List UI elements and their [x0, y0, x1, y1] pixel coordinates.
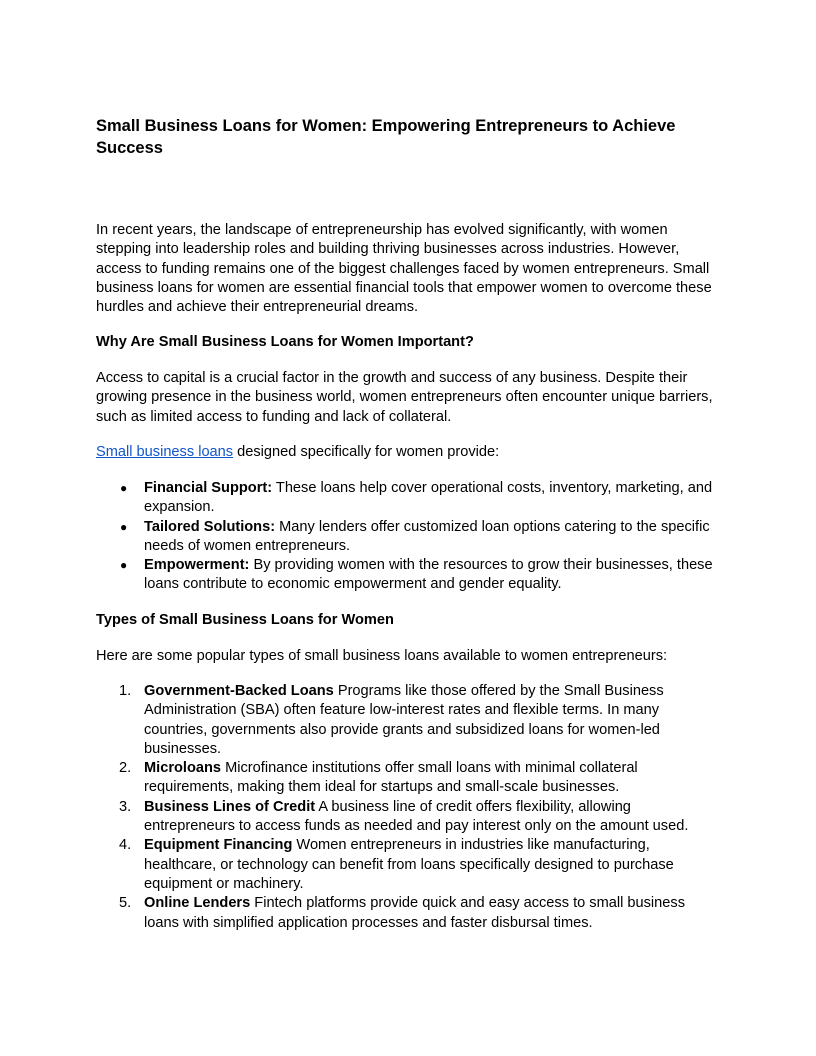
loan-type-term: Business Lines of Credit [144, 798, 316, 815]
list-item [96, 759, 720, 798]
loan-type-term: Microloans [144, 760, 222, 777]
link-paragraph [96, 443, 720, 462]
bullet-term: Tailored Solutions: [144, 518, 276, 535]
document-title: Small Business Loans for Women: Empowering Entrepreneurs to Achieve Success [96, 117, 676, 157]
bullet-text: Many lenders offer customized loan options catering to the specific needs of women entrepreneurs. [144, 518, 710, 554]
list-number: 4. [119, 837, 132, 854]
bullet-text: These loans help cover operational costs, inventory, marketing, and expansion. [144, 480, 713, 516]
types-intro-paragraph: Here are some popular types of small business loans available to women entrepreneurs: [96, 648, 668, 664]
list-item [96, 518, 720, 557]
loan-type-text: Women entrepreneurs in industries like manufacturing, healthcare, or technology can benefit from loans specifically designed to purchase equipment or machinery. [144, 837, 674, 892]
why-heading: Why Are Small Business Loans for Women Important? [96, 334, 474, 350]
list-number: 5. [119, 895, 132, 912]
list-number: 1. [119, 683, 132, 699]
list-item [96, 556, 720, 595]
bullet-icon: ● [120, 519, 128, 534]
bullet-term: Financial Support: [144, 480, 273, 496]
loan-type-term: Equipment Financing [144, 837, 293, 854]
bullet-icon: ● [120, 558, 128, 573]
list-item [96, 479, 720, 518]
loan-type-text: A business line of credit offers flexibility, allowing entrepreneurs to access funds as needed and pay interest only on the amount used. [144, 798, 689, 835]
list-item [96, 836, 720, 894]
loan-types-list [96, 682, 720, 933]
small-business-loans-link[interactable]: Small business loans [96, 444, 234, 460]
loan-type-term: Government-Backed Loans [144, 683, 334, 699]
bullet-icon: ● [120, 481, 128, 495]
benefits-list [96, 479, 720, 595]
bullet-term: Empowerment: [144, 557, 250, 574]
types-heading: Types of Small Business Loans for Women [96, 612, 394, 628]
loan-type-text: Programs like those offered by the Small Business Administration (SBA) often feature low-interest rates and flexible terms. In many countries, governments also provide grants and subsidized loans for women-led businesses. [144, 683, 664, 757]
list-item [96, 798, 720, 837]
link-paragraph-suffix: designed specifically for women provide: [233, 444, 500, 460]
bullet-text: By providing women with the resources to grow their businesses, these loans contribute to economic empowerment and gender equality. [144, 557, 713, 593]
loan-type-text: Microfinance institutions offer small loans with minimal collateral requirements, making them ideal for startups and small-scale businesses. [144, 760, 638, 796]
intro-paragraph: In recent years, the landscape of entrepreneurship has evolved significantly, with women stepping into leadership roles and building thriving businesses across industries. However, access to funding remains one of the biggest challenges faced by women entrepreneurs. Small business loans for women are essential financial tools that empower women to overcome these hurdles and achieve their entrepreneurial dreams. [96, 222, 712, 316]
list-item [96, 894, 720, 933]
access-paragraph: Access to capital is a crucial factor in the growth and success of any business. Despite their growing presence in the business world, women entrepreneurs often encounter unique barriers, such as limited access to funding and lack of collateral. [96, 370, 713, 425]
loan-type-term: Online Lenders [144, 895, 251, 912]
list-item [96, 682, 720, 759]
list-number: 2. [119, 760, 132, 777]
list-number: 3. [119, 798, 132, 815]
loan-type-text: Fintech platforms provide quick and easy access to small business loans with simplified application processes and faster disbursal times. [144, 895, 686, 931]
